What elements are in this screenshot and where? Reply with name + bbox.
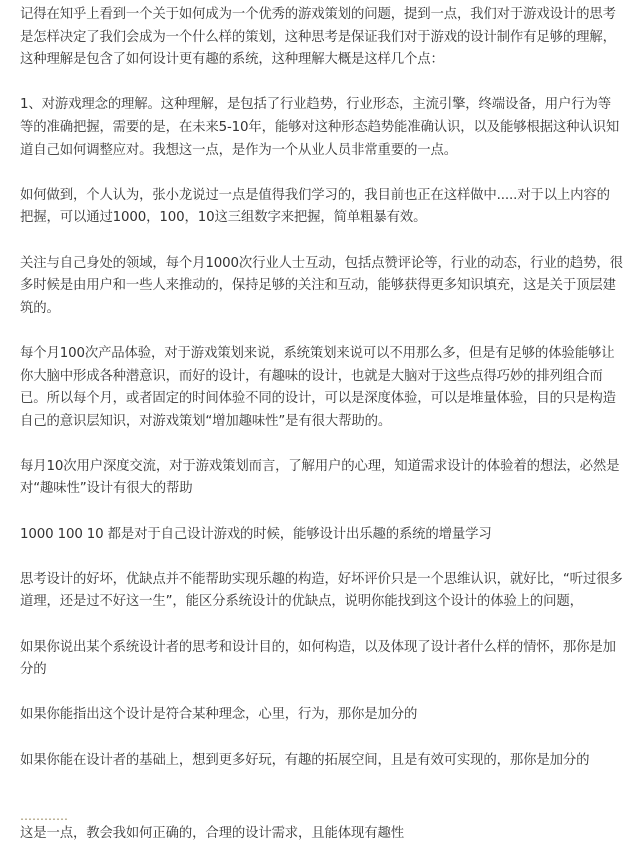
hundred-paragraph: 每个月100次产品体验，对于游戏策划来说，系统策划来说可以不用那么多，但是有足够的体验能够让你大脑中形成各种潜意识，而好的设计，有趣味的设计，也就是大脑对于这些点得巧妙的排列组合而已。所以每个月，或者固定的时间体验不同的设计，可以是深度体验，可以是堆量体验，目的只是构造自己的意识层知识，对游戏策划“增加趣味性”是有很大帮助的。 bbox=[20, 345, 616, 429]
bonus-2-paragraph: 如果你能指出这个设计是符合某种理念，心里，行为，那你是加分的 bbox=[20, 707, 418, 723]
intro-paragraph: 记得在知乎上看到一个关于如何成为一个优秀的游戏策划的问题，提到一点，我们对于游戏设计的思考是怎样决定了我们会成为一个什么样的策划，这种思考是保证我们对于游戏的设计制作有足够的理解，这种理解是包含了如何设计更有趣的系统，这种理解大概是这样几个点： bbox=[20, 7, 616, 68]
paragraph-gap bbox=[20, 320, 623, 343]
bonus-1-paragraph: 如果你说出某个系统设计者的思考和设计目的，如何构造，以及体现了设计者什么样的情怀，那你是加分的 bbox=[20, 639, 616, 678]
paragraph-gap bbox=[20, 162, 623, 185]
closing-paragraph: 这是一点，教会我如何正确的，合理的设计需求，且能体现有趣性 bbox=[20, 826, 404, 842]
method-paragraph: 如何做到，个人认为，张小龙说过一点是值得我们学习的，我目前也正在这样做中.....对于以上内容的把握，可以通过1000，100，10这三组数字来把握，简单粗暴有效。 bbox=[20, 187, 610, 226]
paragraph-gap bbox=[20, 433, 623, 456]
summary-paragraph: 1000 100 10 都是对于自己设计游戏的时候，能够设计出乐趣的系统的增量学习 bbox=[20, 526, 492, 542]
paragraph-gap bbox=[20, 727, 623, 750]
ten-paragraph: 每月10次用户深度交流，对于游戏策划而言，了解用户的心理，知道需求设计的体验着的想法，必然是对“趣味性”设计有很大的帮助 bbox=[20, 458, 620, 497]
paragraph-gap bbox=[20, 772, 623, 809]
ellipsis-divider: ………… bbox=[20, 809, 68, 824]
paragraph-gap bbox=[20, 614, 623, 637]
point-1-paragraph: 1、对游戏理念的理解。这种理解，是包括了行业趋势，行业形态，主流引擎，终端设备，用户行为等等的准确把握，需要的是，在未来5-10年，能够对这种形态趋势能准确认识，以及能够根据这种认识知道自己如何调整应对。我想这一点，是作为一个从业人员非常重要的一点。 bbox=[20, 97, 620, 158]
paragraph-gap bbox=[20, 230, 623, 253]
paragraph-gap bbox=[20, 72, 623, 95]
paragraph-gap bbox=[20, 546, 623, 569]
paragraph-gap bbox=[20, 682, 623, 705]
paragraph-gap bbox=[20, 501, 623, 524]
thousand-paragraph: 关注与自己身处的领域，每个月1000次行业人士互动，包括点赞评论等，行业的动态，行业的趋势，很多时候是由用户和一些人来推动的，保持足够的关注和互动，能够获得更多知识填充，这是关于顶层建筑的。 bbox=[20, 255, 623, 316]
evaluation-paragraph: 思考设计的好坏，优缺点并不能帮助实现乐趣的构造，好坏评价只是一个思维认识，就好比，“听过很多道理，还是过不好这一生”，能区分系统设计的优缺点，说明你能找到这个设计的体验上的问题， bbox=[20, 571, 623, 610]
bonus-3-paragraph: 如果你能在设计者的基础上，想到更多好玩，有趣的拓展空间，且是有效可实现的，那你是加分的 bbox=[20, 752, 590, 768]
